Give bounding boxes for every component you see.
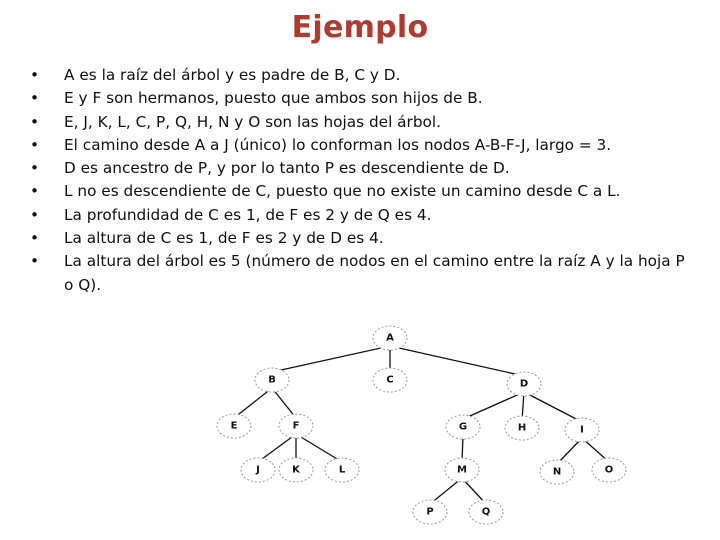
tree-node-m bbox=[445, 458, 479, 482]
tree-node-label: E bbox=[230, 420, 238, 432]
tree-node-j bbox=[241, 458, 275, 482]
tree-node-c bbox=[373, 368, 407, 392]
tree-node-o bbox=[592, 458, 626, 482]
bullet-item: • La profundidad de C es 1, de F es 2 y de Q es 4. bbox=[30, 204, 690, 227]
tree-edge-b-e bbox=[234, 388, 272, 418]
tree-node-g bbox=[446, 415, 480, 439]
tree-node-label: N bbox=[552, 466, 562, 478]
tree-edge-f-l bbox=[296, 434, 342, 462]
tree-node-label: Q bbox=[481, 506, 491, 518]
bullet-item: • E, J, K, L, C, P, Q, H, N y O son las hojas del árbol. bbox=[30, 111, 690, 134]
tree-node-h bbox=[505, 416, 539, 440]
tree-node-f bbox=[279, 414, 313, 438]
bullet-item: • A es la raíz del árbol y es padre de B, C y D. bbox=[30, 64, 690, 87]
tree-edge-a-b bbox=[272, 346, 390, 372]
tree-node-label: P bbox=[426, 506, 434, 518]
tree-node-label: K bbox=[292, 464, 300, 476]
bullet-item: • D es ancestro de P, y por lo tanto P es descendiente de D. bbox=[30, 157, 690, 180]
tree-node-k bbox=[279, 458, 313, 482]
tree-edge-b-f bbox=[272, 388, 296, 418]
tree-node-label: B bbox=[268, 374, 276, 386]
bullet-item: • La altura de C es 1, de F es 2 y de D es 4. bbox=[30, 227, 690, 250]
tree-node-label: H bbox=[517, 422, 527, 434]
tree-node-label: M bbox=[457, 464, 467, 476]
tree-node-l bbox=[325, 458, 359, 482]
bullet-item: • L no es descendiente de C, puesto que no existe un camino desde C a L. bbox=[30, 180, 690, 203]
tree-node-b bbox=[255, 368, 289, 392]
bullet-item: • La altura del árbol es 5 (número de nodos en el camino entre la raíz A y la hoja P o Q). bbox=[30, 250, 690, 297]
tree-node-p bbox=[413, 500, 447, 524]
tree-node-label: D bbox=[519, 378, 529, 390]
tree-node-d bbox=[507, 372, 541, 396]
bullet-item: • E y F son hermanos, puesto que ambos son hijos de B. bbox=[30, 87, 690, 110]
tree-node-n bbox=[540, 460, 574, 484]
slide-title: Ejemplo bbox=[291, 10, 429, 45]
tree-node-label: F bbox=[292, 420, 300, 432]
tree-edge-d-i bbox=[524, 392, 582, 422]
tree-node-label: O bbox=[604, 464, 614, 476]
tree-node-label: I bbox=[580, 424, 584, 436]
tree-node-a bbox=[373, 326, 407, 350]
tree-edge-f-j bbox=[258, 434, 296, 462]
tree-edge-d-g bbox=[463, 392, 524, 419]
tree-node-i bbox=[565, 418, 599, 442]
tree-node-q bbox=[469, 500, 503, 524]
tree-node-e bbox=[217, 414, 251, 438]
bullet-item: • El camino desde A a J (único) lo conforman los nodos A-B-F-J, largo = 3. bbox=[30, 134, 690, 157]
tree-node-label: L bbox=[338, 464, 346, 476]
tree-node-label: G bbox=[458, 421, 468, 433]
tree-node-label: A bbox=[386, 332, 394, 344]
tree-node-label: J bbox=[256, 464, 260, 476]
tree-node-label: C bbox=[386, 374, 394, 386]
tree-edge-a-d bbox=[390, 346, 524, 376]
